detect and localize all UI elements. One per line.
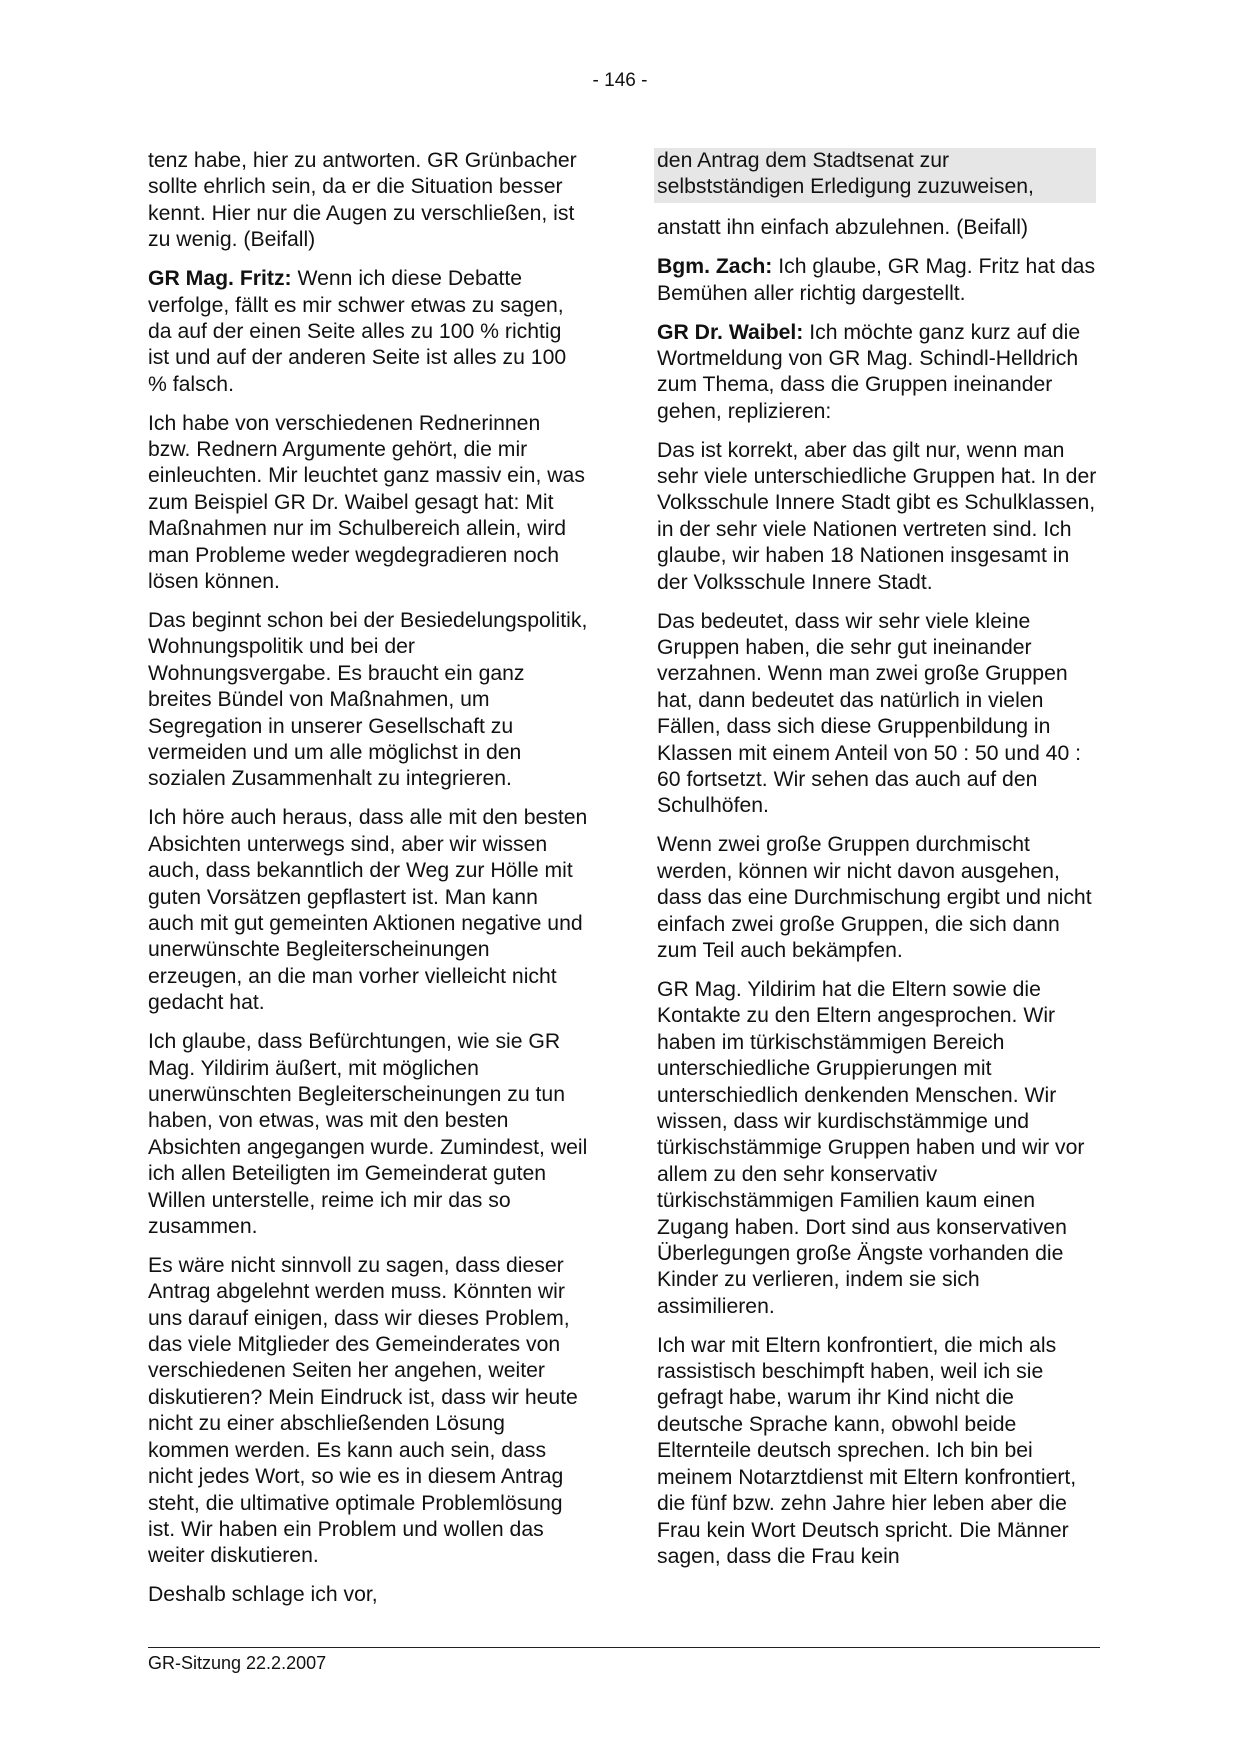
paragraph	[148, 1029, 588, 1240]
paragraph	[148, 1253, 588, 1570]
paragraph-text: Ich möchte ganz kurz auf die Wortmeldung von GR Mag. Schindl-Helldrich zum Thema, dass die Gruppen ineinander gehen, replizieren:	[657, 320, 1081, 423]
paragraph-text: tenz habe, hier zu antworten. GR Grünbacher sollte ehrlich sein, da er die Situation besser kennt. Hier nur die Augen zu verschließen, ist zu wenig. (Beifall)	[148, 149, 577, 252]
right-column	[657, 148, 1099, 1583]
paragraph	[148, 608, 588, 793]
paragraph-text: Ich höre auch heraus, dass alle mit den besten Absichten unterwegs sind, aber wir wissen auch, dass bekanntlich der Weg zur Hölle mit guten Vorsätzen gepflastert ist. Man kann auch mit gut gemeinten Aktionen negative und unerwünschte Begleiterscheinungen erzeugen, an die man vorher vielleicht nicht gedacht hat.	[148, 806, 588, 1015]
paragraph	[657, 254, 1099, 307]
paragraph-text: Das ist korrekt, aber das gilt nur, wenn man sehr viele unterschiedliche Gruppen hat. In der Volksschule Innere Stadt gibt es Schulklassen, in der sehr viele Nationen vertreten sind. Ich glaube, wir haben 18 Nationen insgesamt in der Volksschule Innere Stadt.	[657, 438, 1097, 594]
paragraph-text: Ich habe von verschiedenen Rednerinnen bzw. Rednern Argumente gehört, die mir einleuchten. Mir leuchtet ganz massiv ein, was zum Beispiel GR Dr. Waibel gesagt hat: Mit Maßnahmen nur im Schulbereich allein, wird man Probleme weder wegdegradieren noch lösen können.	[148, 411, 585, 594]
paragraph	[657, 977, 1099, 1320]
paragraph	[657, 832, 1099, 964]
paragraph-text: anstatt ihn einfach abzulehnen. (Beifall)	[657, 216, 1029, 240]
paragraph	[657, 215, 1099, 241]
paragraph-text: Es wäre nicht sinnvoll zu sagen, dass dieser Antrag abgelehnt werden muss. Könnten wir uns darauf einigen, dass wir dieses Problem, das viele Mitglieder des Gemeinderates von verschiedenen Seiten her angehen, weiter diskutieren? Mein Eindruck ist, dass wir heute nicht zu einer abschließenden Lösung kommen werden. Es kann auch sein, dass nicht jedes Wort, so wie es in diesem Antrag steht, die ultimative optimale Problemlösung ist. Wir haben ein Problem und wollen das weiter diskutieren.	[148, 1253, 578, 1568]
paragraph	[657, 438, 1099, 596]
paragraph-text: Wenn ich diese Debatte verfolge, fällt es mir schwer etwas zu sagen, da auf der einen Seite alles zu 100 % richtig ist und auf der anderen Seite ist alles zu 100 % falsch.	[148, 267, 567, 396]
paragraph	[148, 266, 588, 398]
paragraph	[657, 609, 1099, 820]
speaker-name: GR Dr. Waibel:	[657, 320, 804, 344]
paragraph-text: Das bedeutet, dass wir sehr viele kleine Gruppen haben, die sehr gut ineinander verzahnen. Wenn man zwei große Gruppen hat, dann bedeutet das natürlich in vielen Fällen, dass sich diese Gruppenbildung in Klassen mit einem Anteil von 50 : 50 und 40 : 60 fortsetzt. Wir sehen das auch auf den Schulhöfen.	[657, 609, 1082, 818]
speaker-name: Bgm. Zach:	[657, 255, 773, 279]
paragraph-text: Wenn zwei große Gruppen durchmischt werden, können wir nicht davon ausgehen, dass das eine Durchmischung ergibt und nicht einfach zwei große Gruppen, die sich dann zum Teil auch bekämpfen.	[657, 833, 1092, 962]
highlighted-motion: den Antrag dem Stadtsenat zur selbstständigen Erledigung zuzuweisen,	[654, 148, 1096, 203]
footer-divider	[148, 1647, 1100, 1648]
paragraph	[148, 1582, 588, 1608]
paragraph	[148, 148, 588, 254]
paragraph-text: Deshalb schlage ich vor,	[148, 1583, 378, 1607]
paragraph	[148, 805, 588, 1016]
paragraph-text: Ich war mit Eltern konfrontiert, die mich als rassistisch beschimpft haben, weil ich sie gefragt habe, warum ihr Kind nicht die deutsche Sprache kann, obwohl beide Elternteile deutsch sprechen. Ich bin bei meinem Notarztdienst mit Eltern konfrontiert, die fünf bzw. zehn Jahre hier leben aber die Frau kein Wort Deutsch spricht. Die Männer sagen, dass die Frau kein	[657, 1333, 1077, 1568]
footer-text: GR-Sitzung 22.2.2007	[148, 1653, 327, 1673]
paragraph-text: Das beginnt schon bei der Besiedelungspolitik, Wohnungspolitik und bei der Wohnungsvergabe. Es braucht ein ganz breites Bündel von Maßnahmen, um Segregation in unserer Gesellschaft zu vermeiden und um alle möglichst in den sozialen Zusammenhalt zu integrieren.	[148, 609, 588, 791]
paragraph	[657, 320, 1099, 426]
paragraph	[657, 1333, 1099, 1571]
paragraph-text: Ich glaube, dass Befürchtungen, wie sie GR Mag. Yildirim äußert, mit möglichen unerwünschten Begleiterscheinungen zu tun haben, von etwas, was mit den besten Absichten angegangen wurde. Zumindest, weil ich allen Beteiligten im Gemeinderat guten Willen unterstelle, reime ich mir das so zusammen.	[148, 1030, 588, 1238]
paragraph-text: GR Mag. Yildirim hat die Eltern sowie die Kontakte zu den Eltern angesprochen. Wir haben im türkischstämmigen Bereich unterschiedliche Gruppierungen mit unterschiedlich denkenden Menschen. Wir wissen, dass wir kurdischstämmige und türkischstämmige Gruppen haben und wir vor allem zu den sehr konservativ türkischstämmigen Familien kaum einen Zugang haben. Dort sind aus konservativen Überlegungen große Ängste vorhanden die Kinder zu verlieren, indem sie sich assimilieren.	[657, 977, 1085, 1318]
paragraph	[148, 411, 588, 596]
paragraph-text: Ich glaube, GR Mag. Fritz hat das Bemühen aller richtig dargestellt.	[657, 255, 1096, 305]
speaker-name: GR Mag. Fritz:	[148, 267, 292, 291]
page-number: - 146 -	[592, 70, 648, 91]
left-column	[148, 148, 588, 1621]
